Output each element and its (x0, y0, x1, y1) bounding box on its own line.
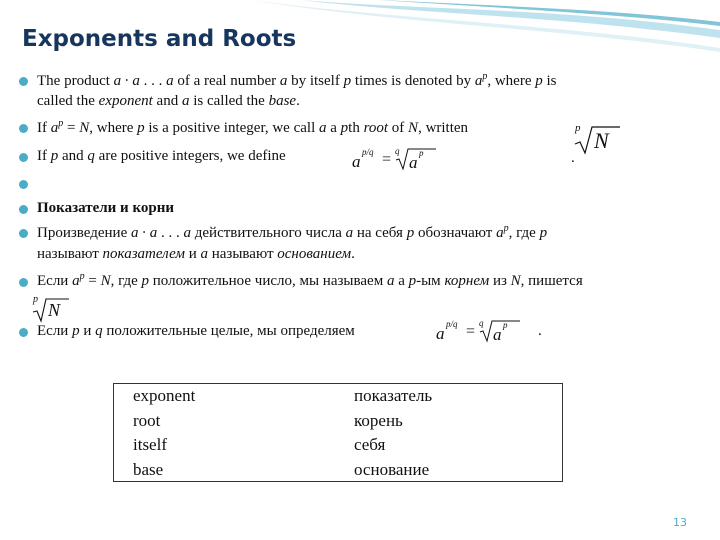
bullet-icon (19, 124, 28, 133)
russian-term: себя (354, 435, 386, 454)
bullet-icon (19, 180, 28, 189)
bullet-icon (19, 278, 28, 287)
russian-term: показатель (354, 386, 433, 405)
ru-bullet-define: Если p и q положительные целые, мы определяем (37, 323, 355, 339)
en-bullet-define: If p and q are positive integers, we define (37, 148, 286, 164)
power-root-formula-ru: a p/q = q a p (436, 318, 526, 344)
slide-title: Exponents and Roots (22, 26, 297, 52)
ru-heading: Показатели и корни (37, 200, 175, 216)
en-bullet-product-cont: called the exponent and a is called the base. (37, 93, 300, 109)
en-bullet-product: The product a ∙ a . . . a of a real number a by itself p times is denoted by $a^p$, where p is (37, 71, 557, 89)
power-root-formula-en: a p/q = q a p (352, 146, 442, 172)
root-formula-ru: p N (31, 296, 71, 324)
en-bullet-root: If $a^p = N$, where p is a positive integer, we call a a pth root of N, written (37, 118, 469, 136)
english-term: root (133, 410, 161, 430)
en-define-period: . (571, 150, 575, 166)
bullet-icon (19, 205, 28, 214)
bullet-icon (19, 153, 28, 162)
root-formula-en: p N (572, 122, 622, 156)
russian-term: корень (354, 410, 403, 430)
russian-term: основание (354, 459, 430, 479)
slide-number: 13 (673, 516, 687, 529)
english-term: itself (133, 435, 167, 454)
ru-bullet-product-cont: называют показателем и a называют основанием. (37, 246, 355, 262)
english-term: base (133, 459, 164, 479)
ru-define-period: . (538, 323, 542, 339)
bullet-icon (19, 77, 28, 86)
russian-column (354, 384, 432, 482)
english-column (133, 384, 195, 482)
bullet-icon (19, 328, 28, 337)
ru-bullet-root: Если $a^p = N$, где p положительное число, мы называем a a p-ым корнем из N, пишется (37, 271, 583, 289)
english-term: exponent (133, 386, 196, 405)
bullet-icon (19, 229, 28, 238)
ru-bullet-product: Произведение a ∙ a . . . a действительного числа a на себя p обозначают $a^p$, где p (37, 223, 548, 241)
vocabulary-table (113, 383, 563, 482)
